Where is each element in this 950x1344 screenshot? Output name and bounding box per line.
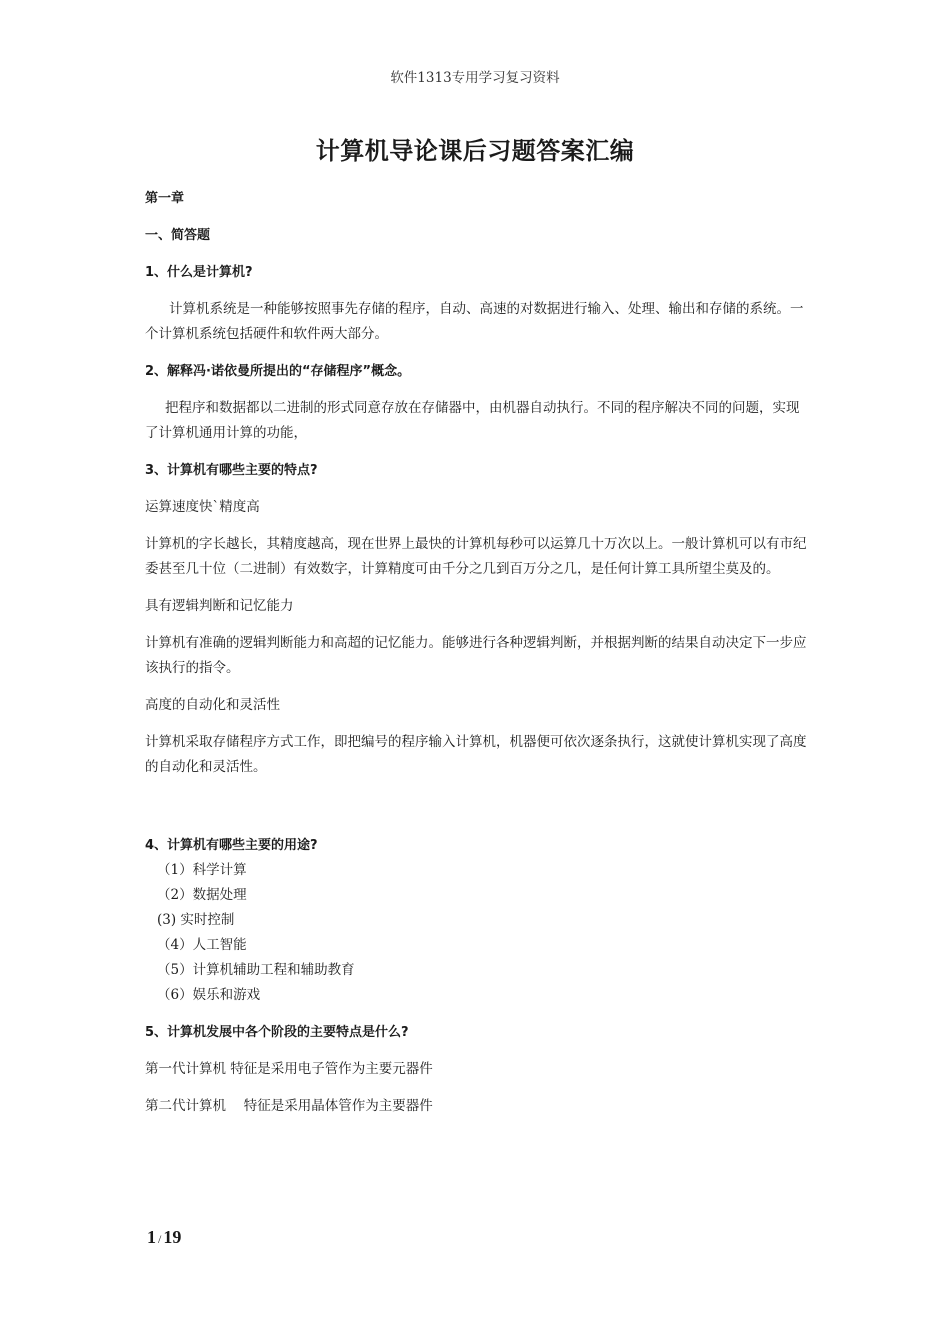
section-heading: 一、简答题 [145, 228, 211, 243]
document-title: 计算机导论课后习题答案汇编 [315, 137, 635, 165]
answer-2: 把程序和数据都以二进制的形式同意存放在存储器中，由机器自动执行。不同的程序解决不同的问题，实现了计算机通用计算的功能， [145, 400, 800, 441]
feature-2-title: 具有逻辑判断和记忆能力 [145, 598, 294, 614]
page-total: 19 [163, 1227, 182, 1247]
use-item: (3) 实时控制 [157, 912, 235, 928]
use-item: （6）娱乐和游戏 [157, 987, 261, 1003]
feature-1-title: 运算速度快`精度高 [145, 499, 260, 515]
page-current: 1 [147, 1227, 156, 1247]
document-body [145, 186, 809, 1119]
use-item: （2）数据处理 [157, 887, 247, 903]
page-separator: / [158, 1232, 162, 1246]
answer-1: 计算机系统是一种能够按照事先存储的程序，自动、高速的对数据进行输入、处理、输出和存储的系统。一个计算机系统包括硬件和软件两大部分。 [145, 301, 804, 342]
page-header: 软件1313专用学习复习资料 [390, 70, 560, 86]
feature-3-text: 计算机采取存储程序方式工作，即把编号的程序输入计算机，机器便可依次逐条执行，这就使计算机实现了高度的自动化和灵活性。 [145, 734, 807, 775]
page-number [147, 1227, 181, 1248]
use-item: （5）计算机辅助工程和辅助教育 [157, 962, 355, 978]
chapter-heading: 第一章 [145, 191, 185, 206]
feature-2-text: 计算机有准确的逻辑判断能力和高超的记忆能力。能够进行各种逻辑判断，并根据判断的结果自动决定下一步应该执行的指令。 [145, 635, 807, 676]
feature-1-text: 计算机的字长越长，其精度越高，现在世界上最快的计算机每秒可以运算几十万次以上。一般计算机可以有市纪委甚至几十位（二进制）有效数字，计算精度可由千分之几到百万分之几，是任何计算工具所望尘莫及的。 [145, 536, 807, 577]
use-item: （1）科学计算 [157, 862, 247, 878]
question-1: 1、什么是计算机? [145, 265, 253, 280]
generation-1: 第一代计算机 特征是采用电子管作为主要元器件 [145, 1061, 433, 1077]
use-item: （4）人工智能 [157, 937, 247, 953]
question-5: 5、计算机发展中各个阶段的主要特点是什么? [145, 1025, 409, 1040]
question-2: 2、解释冯·诺依曼所提出的“存储程序”概念。 [145, 364, 411, 379]
feature-3-title: 高度的自动化和灵活性 [145, 697, 280, 713]
question-4: 4、计算机有哪些主要的用途? [145, 838, 318, 853]
question-3: 3、计算机有哪些主要的特点? [145, 463, 318, 478]
generation-2: 第二代计算机 特征是采用晶体管作为主要器件 [145, 1098, 433, 1114]
blank-line [145, 780, 809, 821]
